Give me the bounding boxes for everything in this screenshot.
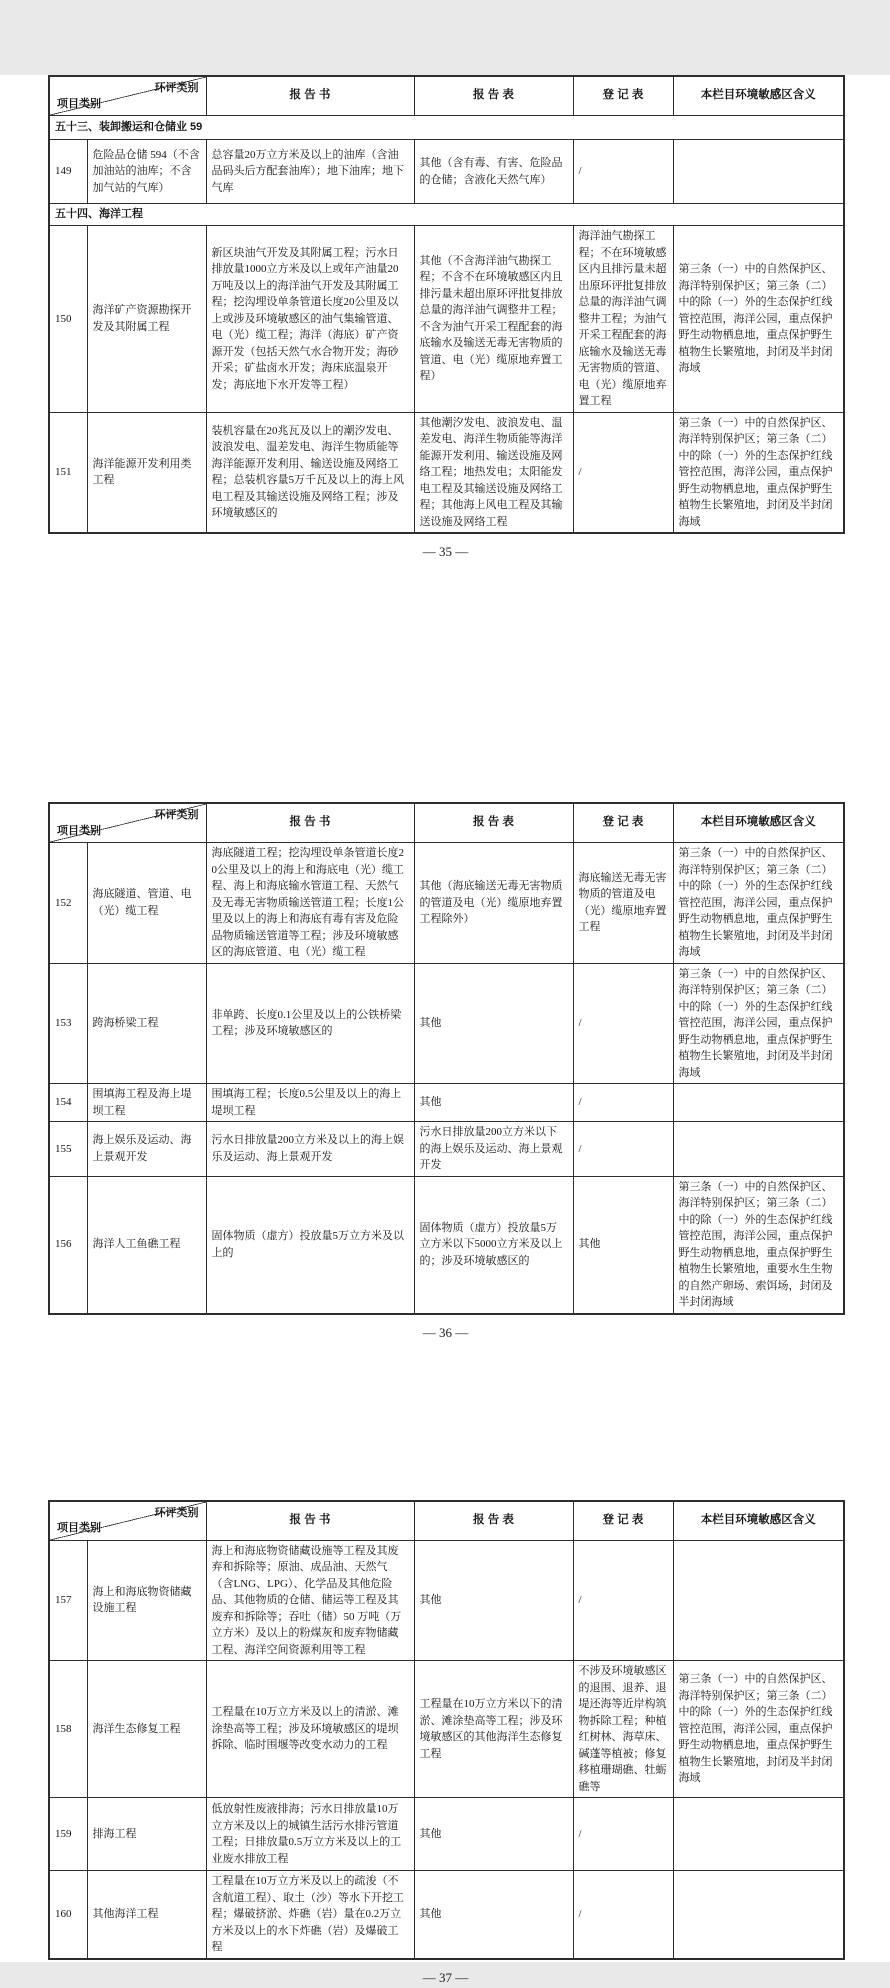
header-report-form: 报 告 表 (414, 1501, 573, 1541)
sensitive-area-meaning: 第三条（一）中的自然保护区、海洋特别保护区；第三条（二）中的除（一）外的生态保护红线管控范围，海洋公园，重点保护野生动物栖息地，重点保护野生植物生长繁殖地，封闭及半封闭海域 (673, 1661, 844, 1798)
register-form-criteria: / (573, 1798, 673, 1871)
row-number: 160 (49, 1871, 87, 1959)
project-category: 海底隧道、管道、电（光）缆工程 (87, 843, 206, 964)
row-number: 155 (49, 1122, 87, 1177)
sensitive-area-meaning: 第三条（一）中的自然保护区、海洋特别保护区；第三条（二）中的除（一）外的生态保护红线管控范围，海洋公园，重点保护野生动物栖息地，重点保护野生植物生长繁殖地，重要水生生物的自然产卵场、索饵场，封闭及半封闭海域 (673, 1176, 844, 1314)
table-row (49, 1176, 844, 1314)
project-category: 海洋人工鱼礁工程 (87, 1176, 206, 1314)
table-row (49, 963, 844, 1084)
report-book-criteria: 非单跨、长度0.1公里及以上的公铁桥梁工程；涉及环境敏感区的 (206, 963, 414, 1084)
header-row (49, 76, 844, 116)
sensitive-area-meaning (673, 1798, 844, 1871)
report-form-criteria: 其他（不含海洋油气勘探工程；不含不在环境敏感区内且排污量未超出原环评批复排放总量的海洋油气调整井工程；不含为油气开采工程配套的海底输水及输送无毒无害物质的管道、电（光）缆原地弃置工程） (414, 226, 573, 413)
corner-label-project-category: 项目类别 (57, 97, 101, 110)
report-form-criteria: 其他 (414, 1084, 573, 1122)
project-category: 危险品仓储 594（不含加油站的油库；不含加气站的气库） (87, 140, 206, 204)
section-row (49, 204, 844, 226)
table-row (49, 226, 844, 413)
report-form-criteria: 工程量在10万立方米以下的清淤、滩涂垫高等工程；涉及环境敏感区的其他海洋生态修复工程 (414, 1661, 573, 1798)
corner-label-project-category: 项目类别 (57, 1522, 101, 1534)
corner-header-cell (49, 1501, 206, 1541)
table-row (49, 140, 844, 204)
row-number: 158 (49, 1661, 87, 1798)
sensitive-area-meaning: 第三条（一）中的自然保护区、海洋特别保护区；第三条（二）中的除（一）外的生态保护红线管控范围，海洋公园，重点保护野生动物栖息地，重点保护野生植物生长繁殖地，封闭及半封闭海域 (673, 412, 844, 533)
project-category: 海洋生态修复工程 (87, 1661, 206, 1798)
project-category: 海洋矿产资源勘探开发及其附属工程 (87, 226, 206, 413)
header-report-book: 报 告 书 (206, 1501, 414, 1541)
corner-header-cell (49, 76, 206, 116)
table-row (49, 1084, 844, 1122)
register-form-criteria: 海洋油气勘探工程；不在环境敏感区内且排污量未超出原环评批复排放总量的海洋油气调整井工程；为油气开采工程配套的海底输水及输送无毒无害物质的管道、电（光）缆原地弃置工程 (573, 226, 673, 413)
register-form-criteria: / (573, 1540, 673, 1661)
register-form-criteria: / (573, 412, 673, 533)
table-row (49, 1540, 844, 1661)
header-report-form: 报 告 表 (414, 803, 573, 843)
table-row (49, 1871, 844, 1959)
row-number: 154 (49, 1084, 87, 1122)
section-title: 五十三、装卸搬运和仓储业 59 (49, 116, 844, 140)
eia-category-table-page-36 (48, 802, 845, 1315)
sensitive-area-meaning (673, 140, 844, 204)
row-number: 153 (49, 963, 87, 1084)
sensitive-area-meaning (673, 1084, 844, 1122)
register-form-criteria: / (573, 1084, 673, 1122)
report-form-criteria: 其他（海底输送无毒无害物质的管道及电（光）缆原地弃置工程除外） (414, 843, 573, 964)
header-report-book: 报 告 书 (206, 76, 414, 116)
report-book-criteria: 围填海工程；长度0.5公里及以上的海上堤坝工程 (206, 1084, 414, 1122)
document-page (0, 75, 890, 1985)
report-form-criteria: 其他潮汐发电、波浪发电、温差发电、海洋生物质能等海洋能源开发利用、输送设施及网络工程；地热发电；太阳能发电工程及其输送设施及网络工程；其他海上风电工程及其输送设施及网络工程 (414, 412, 573, 533)
project-category: 海上和海底物资储藏设施工程 (87, 1540, 206, 1661)
row-number: 149 (49, 140, 87, 204)
table-row (49, 1798, 844, 1871)
eia-category-table-page-35 (48, 75, 845, 534)
sensitive-area-meaning: 第三条（一）中的自然保护区、海洋特别保护区；第三条（二）中的除（一）外的生态保护红线管控范围，海洋公园，重点保护野生动物栖息地，重点保护野生植物生长繁殖地，封闭及半封闭海域 (673, 226, 844, 413)
header-sensitive-meaning: 本栏目环境敏感区含义 (673, 803, 844, 843)
header-sensitive-meaning: 本栏目环境敏感区含义 (673, 76, 844, 116)
sensitive-area-meaning (673, 1540, 844, 1661)
report-book-criteria: 海上和海底物资储藏设施等工程及其废弃和拆除等；原油、成品油、天然气（含LNG、LPG）、化学品及其他危险品、其他物质的仓储、储运等工程及其废弃和拆除等；吞吐（储）50 万吨（万立方米）及以上的粉煤灰和废弃物储藏工程、海洋空间资源利用等工程 (206, 1540, 414, 1661)
report-form-criteria: 污水日排放量200立方米以下的海上娱乐及运动、海上景观开发 (414, 1122, 573, 1177)
project-category: 排海工程 (87, 1798, 206, 1871)
header-sensitive-meaning: 本栏目环境敏感区含义 (673, 1501, 844, 1541)
header-register-form: 登 记 表 (573, 803, 673, 843)
row-number: 157 (49, 1540, 87, 1661)
report-book-criteria: 固体物质（虚方）投放量5万立方米及以上的 (206, 1176, 414, 1314)
report-book-criteria: 海底隧道工程；挖沟埋设单条管道长度20公里及以上的海上和海底电（光）缆工程、海上和海底输水管道工程、天然气及无毒无害物质输送管道工程；长度1公里及以上的海上和海底有毒有害及危险品物质输送管道等工程；涉及环境敏感区的海底管道、电（光）缆工程 (206, 843, 414, 964)
report-form-criteria: 其他 (414, 1540, 573, 1661)
header-register-form: 登 记 表 (573, 1501, 673, 1541)
eia-category-table-page-37 (48, 1500, 845, 1960)
corner-label-eia-category: 环评类别 (154, 809, 199, 821)
table-row (49, 1661, 844, 1798)
corner-label-eia-category: 环评类别 (154, 1506, 199, 1519)
section-title: 五十四、海洋工程 (49, 204, 844, 226)
row-number: 152 (49, 843, 87, 964)
report-form-criteria: 其他 (414, 1871, 573, 1959)
report-form-criteria: 固体物质（虚方）投放量5万立方米以下5000立方米及以上的；涉及环境敏感区的 (414, 1176, 573, 1314)
register-form-criteria: 不涉及环境敏感区的退围、退养、退堤还海等近岸构筑物拆除工程；种植红树林、海草床、碱蓬等植被；修复移植珊瑚礁、牡蛎礁等 (573, 1661, 673, 1798)
page-number: — 35 — (422, 544, 469, 559)
report-book-criteria: 新区块油气开发及其附属工程；污水日排放量1000立方米及以上或年产油量20万吨及以上的海洋油气开发及其附属工程；挖沟埋设单条管道长度20公里及以上或涉及环境敏感区的油气集输管道、电（光）缆工程；海洋（海底）矿产资源开发（包括天然气水合物开发；海砂开采；矿盐卤水开发；海床底温泉开发；海底地下水开发等工程） (206, 226, 414, 413)
sensitive-area-meaning (673, 1871, 844, 1959)
header-register-form: 登 记 表 (573, 76, 673, 116)
report-form-criteria: 其他 (414, 963, 573, 1084)
row-number: 151 (49, 412, 87, 533)
project-category: 跨海桥梁工程 (87, 963, 206, 1084)
corner-label-eia-category: 环评类别 (154, 82, 199, 94)
project-category: 海洋能源开发利用类工程 (87, 412, 206, 533)
section-row (49, 116, 844, 140)
register-form-criteria: / (573, 963, 673, 1084)
row-number: 150 (49, 226, 87, 413)
table-row (49, 843, 844, 964)
corner-label-project-category: 项目类别 (57, 824, 101, 837)
sensitive-area-meaning: 第三条（一）中的自然保护区、海洋特别保护区；第三条（二）中的除（一）外的生态保护红线管控范围，海洋公园，重点保护野生动物栖息地，重点保护野生植物生长繁殖地，封闭及半封闭海域 (673, 963, 844, 1084)
report-book-criteria: 工程量在10万立方米及以上的疏浚（不含航道工程）、取土（沙）等水下开挖工程；爆破挤淤、炸礁（岩）量在0.2万立方米及以上的水下炸礁（岩）及爆破工程 (206, 1871, 414, 1959)
report-book-criteria: 工程量在10万立方米及以上的清淤、滩涂垫高等工程；涉及环境敏感区的堤坝拆除、临时围堰等改变水动力的工程 (206, 1661, 414, 1798)
project-category: 其他海洋工程 (87, 1871, 206, 1959)
page-number: — 36 — (422, 1324, 469, 1340)
project-category: 围填海工程及海上堤坝工程 (87, 1084, 206, 1122)
report-book-criteria: 污水日排放量200立方米及以上的海上娱乐及运动、海上景观开发 (206, 1122, 414, 1177)
table-row (49, 412, 844, 533)
corner-header-cell (49, 803, 206, 843)
header-row (49, 803, 844, 843)
report-form-criteria: 其他 (414, 1798, 573, 1871)
table-row (49, 1122, 844, 1177)
header-report-form: 报 告 表 (414, 76, 573, 116)
row-number: 159 (49, 1798, 87, 1871)
header-report-book: 报 告 书 (206, 803, 414, 843)
row-number: 156 (49, 1176, 87, 1314)
register-form-criteria: / (573, 1871, 673, 1959)
page-number: — 37 — (422, 1969, 469, 1985)
sensitive-area-meaning: 第三条（一）中的自然保护区、海洋特别保护区；第三条（二）中的除（一）外的生态保护红线管控范围，海洋公园，重点保护野生动物栖息地，重点保护野生植物生长繁殖地，封闭及半封闭海域 (673, 843, 844, 964)
report-book-criteria: 总容量20万立方米及以上的油库（含油品码头后方配套油库）；地下油库；地下气库 (206, 140, 414, 204)
register-form-criteria: / (573, 140, 673, 204)
register-form-criteria: / (573, 1122, 673, 1177)
project-category: 海上娱乐及运动、海上景观开发 (87, 1122, 206, 1177)
sensitive-area-meaning (673, 1122, 844, 1177)
header-row (49, 1501, 844, 1541)
register-form-criteria: 其他 (573, 1176, 673, 1314)
register-form-criteria: 海底输送无毒无害物质的管道及电（光）缆原地弃置工程 (573, 843, 673, 964)
report-form-criteria: 其他（含有毒、有害、危险品的仓储；含液化天然气库） (414, 140, 573, 204)
report-book-criteria: 低放射性废液排海；污水日排放量10万立方米及以上的城镇生活污水排污管道工程；日排放量0.5万立方米及以上的工业废水排放工程 (206, 1798, 414, 1871)
report-book-criteria: 装机容量在20兆瓦及以上的潮汐发电、波浪发电、温差发电、海洋生物质能等海洋能源开发利用、输送设施及网络工程；总装机容量5万千瓦及以上的海上风电工程及其输送设施及网络工程；涉及环境敏感区的 (206, 412, 414, 533)
